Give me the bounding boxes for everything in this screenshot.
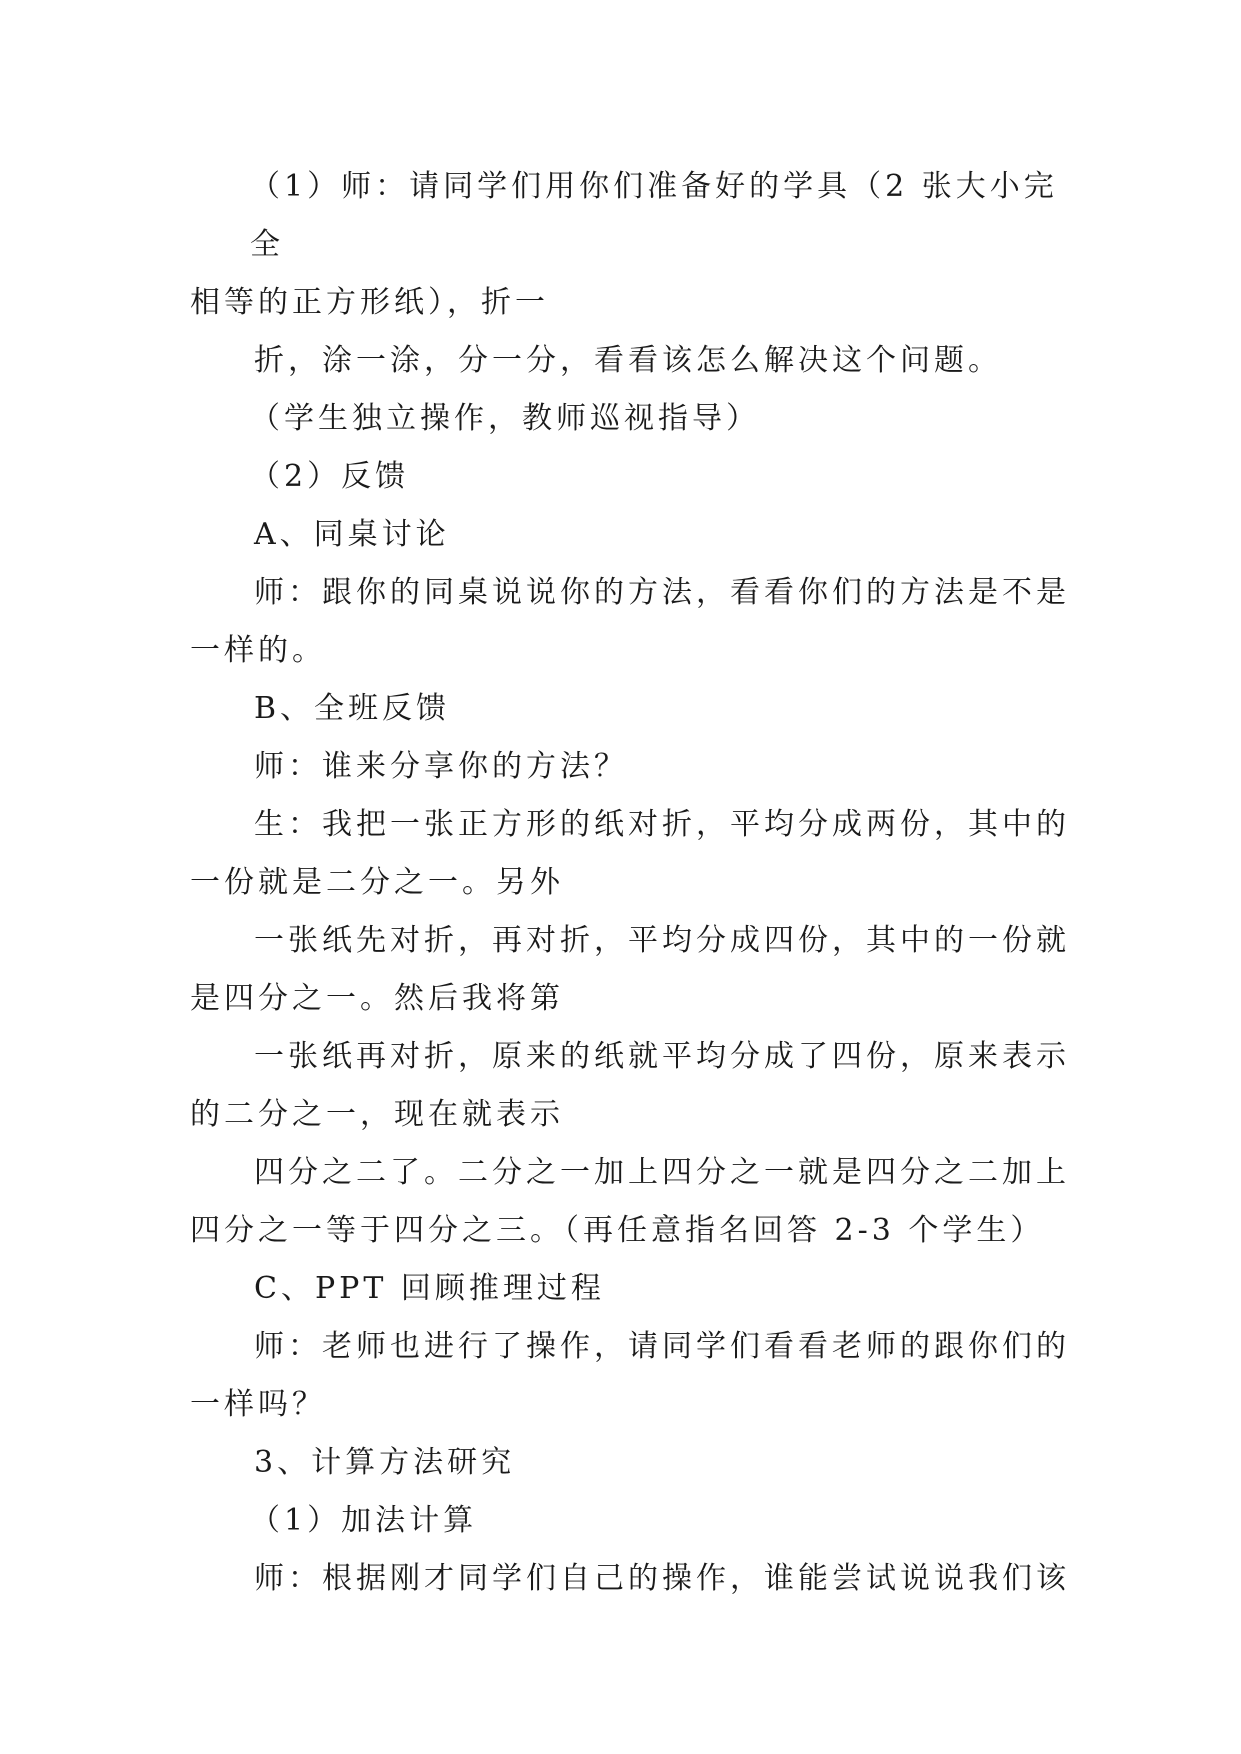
text-line: 一张纸先对折，再对折，平均分成四份，其中的一份就 (254, 923, 1070, 958)
text-line: 的二分之一，现在就表示 (190, 1097, 564, 1132)
text-line: 一张纸再对折，原来的纸就平均分成了四份，原来表示 (254, 1039, 1070, 1074)
text-line: 3、计算方法研究 (254, 1445, 516, 1480)
text-line: （1）加法计算 (250, 1503, 478, 1538)
text-line: C、PPT 回顾推理过程 (254, 1271, 605, 1306)
text-line: 一份就是二分之一。另外 (190, 865, 564, 900)
text-line: 师：谁来分享你的方法？ (254, 749, 628, 784)
text-line: B、全班反馈 (254, 691, 451, 726)
text-line: A、同桌讨论 (254, 517, 450, 552)
text-line: 师：老师也进行了操作，请同学们看看老师的跟你们的 (254, 1329, 1070, 1364)
text-line: （1）师：请同学们用你们准备好的学具（2 张大小完全 (250, 169, 1058, 262)
document-body (190, 158, 1070, 1608)
text-line: 生：我把一张正方形的纸对折，平均分成两份，其中的 (254, 807, 1070, 842)
text-line: 四分之二了。二分之一加上四分之一就是四分之二加上 (254, 1155, 1070, 1190)
text-line: 师：根据刚才同学们自己的操作，谁能尝试说说我们该 (254, 1561, 1070, 1596)
text-line: 一样吗？ (190, 1387, 326, 1422)
text-line: 折，涂一涂，分一分，看看该怎么解决这个问题。 (254, 343, 1002, 378)
text-line: （学生独立操作，教师巡视指导） (250, 401, 760, 436)
text-line: 师：跟你的同桌说说你的方法，看看你们的方法是不是 (254, 575, 1070, 610)
text-line: 一样的。 (190, 633, 326, 668)
text-line: 相等的正方形纸），折一 (190, 285, 549, 320)
text-line: （2）反馈 (250, 459, 410, 494)
text-line: 四分之一等于四分之三。（再任意指名回答 2-3 个学生） (190, 1213, 1045, 1248)
text-line: 是四分之一。然后我将第 (190, 981, 564, 1016)
